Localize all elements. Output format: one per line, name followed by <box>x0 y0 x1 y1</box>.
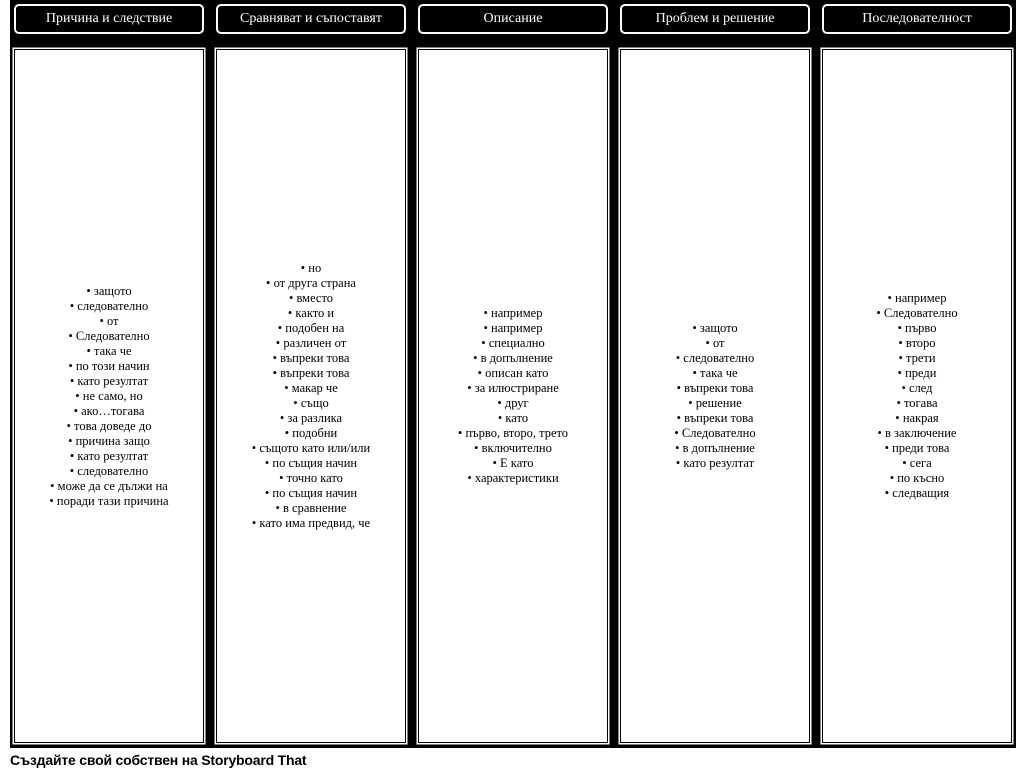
list-item: • може да се дължи на <box>49 479 168 494</box>
list-item: • като резултат <box>49 374 168 389</box>
list-item: • например <box>876 291 957 306</box>
list-item: • също <box>252 396 370 411</box>
list-item: • същото като или/или <box>252 441 370 456</box>
column-title: Последователност <box>822 4 1012 34</box>
list-item: • като <box>458 411 568 426</box>
column-panel <box>418 49 608 743</box>
list-item: • Следователно <box>674 426 755 441</box>
list-item: • причина защо <box>49 434 168 449</box>
list-item: • както и <box>252 306 370 321</box>
list-item: • въпреки това <box>252 366 370 381</box>
list-item: • въпреки това <box>252 351 370 366</box>
list-item: • в сравнение <box>252 501 370 516</box>
list-item: • защото <box>674 321 755 336</box>
list-item: • поради тази причина <box>49 494 168 509</box>
list-item: • следователно <box>49 299 168 314</box>
list-item: • в заключение <box>876 426 957 441</box>
list-item: • по този начин <box>49 359 168 374</box>
list-item: • така че <box>674 366 755 381</box>
list-item: • макар че <box>252 381 370 396</box>
list-item: • първо <box>876 321 957 336</box>
list-item: • следователно <box>49 464 168 479</box>
list-item: • различен от <box>252 336 370 351</box>
column-title: Причина и следствие <box>14 4 204 34</box>
list-item: • но <box>252 261 370 276</box>
footer-credit: Създайте свой собствен на Storyboard That <box>10 752 307 768</box>
word-list <box>876 291 957 501</box>
word-list <box>458 306 568 486</box>
list-item: • второ <box>876 336 957 351</box>
list-item: • следователно <box>674 351 755 366</box>
list-item: • решение <box>674 396 755 411</box>
list-item: • по същия начин <box>252 486 370 501</box>
list-item: • например <box>458 321 568 336</box>
list-item: • не само, но <box>49 389 168 404</box>
column-panel <box>822 49 1012 743</box>
list-item: • включително <box>458 441 568 456</box>
list-item: • в допълнение <box>674 441 755 456</box>
column-panel <box>620 49 810 743</box>
column-panel <box>216 49 406 743</box>
list-item: • подобни <box>252 426 370 441</box>
list-item: • характеристики <box>458 471 568 486</box>
list-item: • преди това <box>876 441 957 456</box>
list-item: • така че <box>49 344 168 359</box>
list-item: • преди <box>876 366 957 381</box>
list-item: • следващия <box>876 486 957 501</box>
column-title: Сравняват и съпоставят <box>216 4 406 34</box>
word-list <box>674 321 755 471</box>
list-item: • по късно <box>876 471 957 486</box>
list-item: • първо, второ, трето <box>458 426 568 441</box>
list-item: • това доведе до <box>49 419 168 434</box>
list-item: • ако…тогава <box>49 404 168 419</box>
list-item: • например <box>458 306 568 321</box>
column-5 <box>818 0 1016 748</box>
list-item: • вместо <box>252 291 370 306</box>
list-item: • трети <box>876 351 957 366</box>
column-title: Описание <box>418 4 608 34</box>
column-1 <box>10 0 208 748</box>
list-item: • за разлика <box>252 411 370 426</box>
list-item: • по същия начин <box>252 456 370 471</box>
list-item: • от <box>49 314 168 329</box>
column-title: Проблем и решение <box>620 4 810 34</box>
list-item: • сега <box>876 456 957 471</box>
list-item: • като резултат <box>674 456 755 471</box>
list-item: • въпреки това <box>674 411 755 426</box>
storyboard <box>10 0 1016 748</box>
column-3 <box>414 0 612 748</box>
list-item: • описан като <box>458 366 568 381</box>
list-item: • точно като <box>252 471 370 486</box>
column-4 <box>616 0 814 748</box>
list-item: • въпреки това <box>674 381 755 396</box>
list-item: • Следователно <box>49 329 168 344</box>
list-item: • от друга страна <box>252 276 370 291</box>
word-list <box>252 261 370 531</box>
list-item: • Е като <box>458 456 568 471</box>
column-2 <box>212 0 410 748</box>
list-item: • след <box>876 381 957 396</box>
list-item: • от <box>674 336 755 351</box>
list-item: • защото <box>49 284 168 299</box>
list-item: • друг <box>458 396 568 411</box>
list-item: • специално <box>458 336 568 351</box>
list-item: • подобен на <box>252 321 370 336</box>
word-list <box>49 284 168 509</box>
list-item: • в допълнение <box>458 351 568 366</box>
list-item: • като има предвид, че <box>252 516 370 531</box>
list-item: • като резултат <box>49 449 168 464</box>
list-item: • за илюстриране <box>458 381 568 396</box>
list-item: • накрая <box>876 411 957 426</box>
list-item: • тогава <box>876 396 957 411</box>
list-item: • Следователно <box>876 306 957 321</box>
column-panel <box>14 49 204 743</box>
